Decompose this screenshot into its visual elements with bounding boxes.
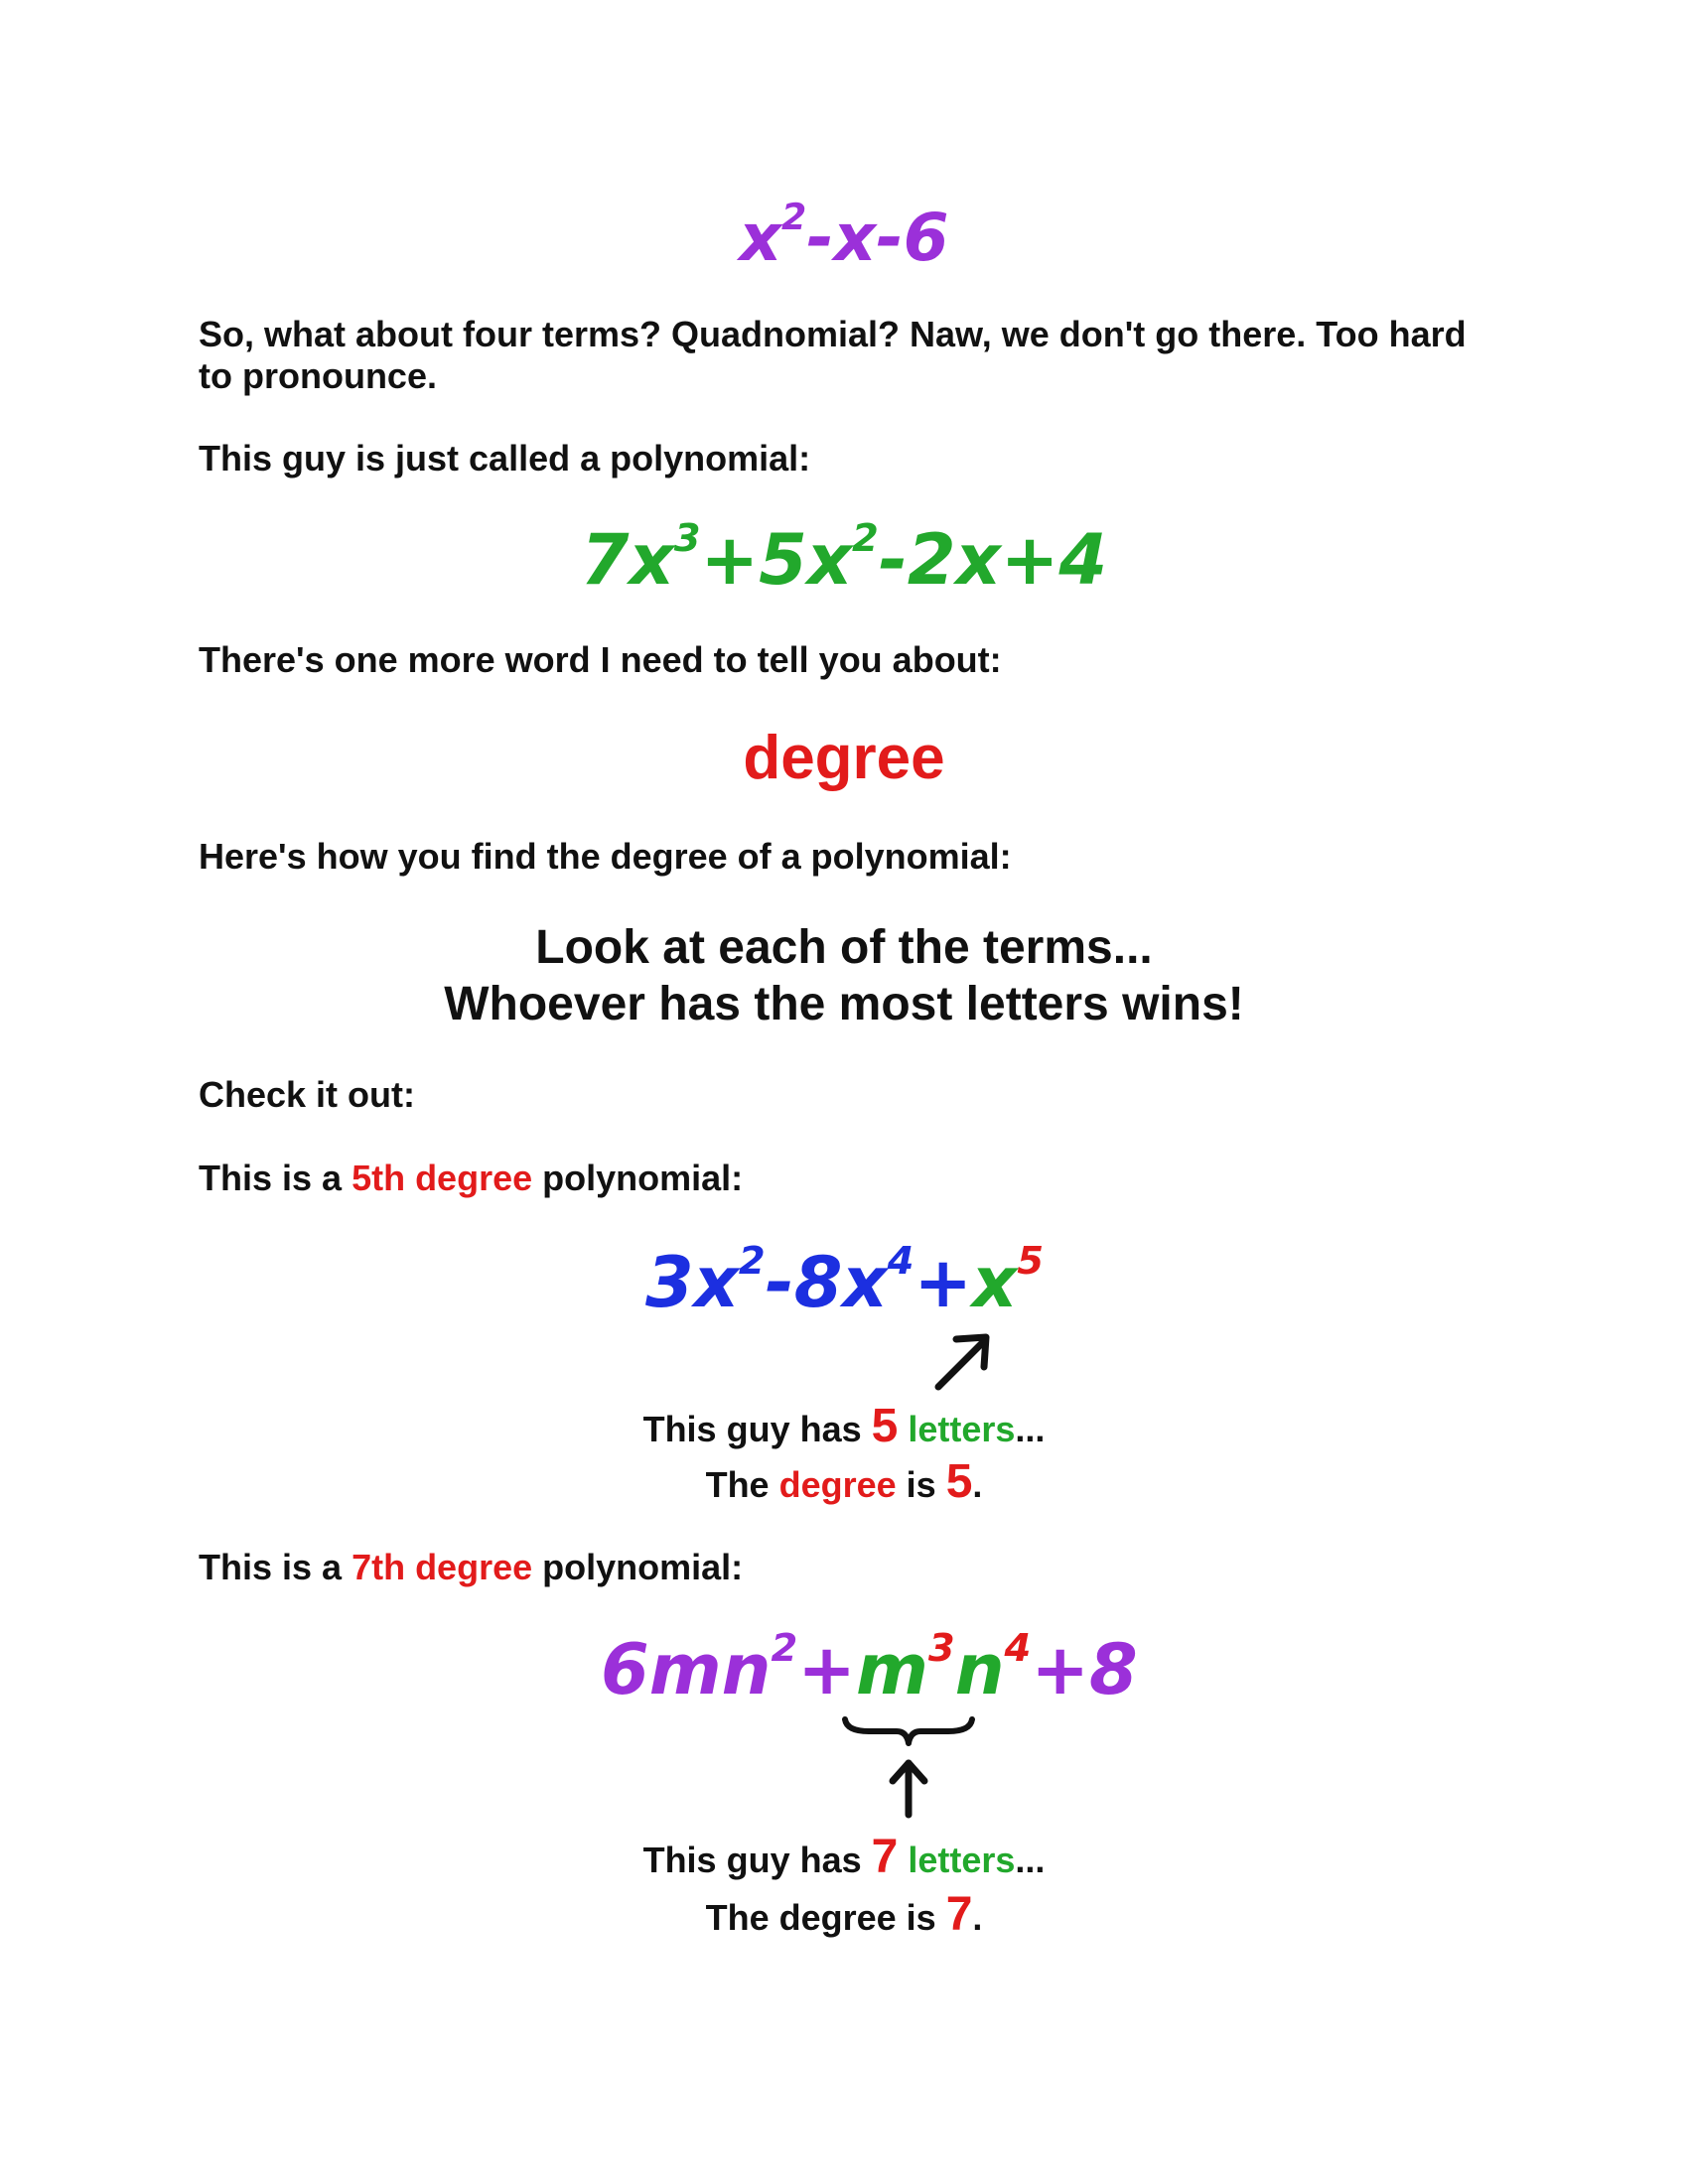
ex2-line1-pre: This guy has xyxy=(642,1840,872,1880)
example1-intro-post: polynomial: xyxy=(532,1158,744,1198)
arrow-up-icon xyxy=(887,1755,930,1821)
ex1-line2-degree: degree xyxy=(778,1464,897,1505)
ex2-line2-pre: The degree is xyxy=(705,1897,946,1938)
example1-intro-pre: This is a xyxy=(199,1158,352,1198)
ex1-exp2: 4 xyxy=(887,1239,914,1285)
example2-intro xyxy=(199,1547,1489,1588)
ex2-line1-number: 7 xyxy=(871,1831,899,1883)
ex1-line1-letters: letters xyxy=(908,1409,1016,1449)
ex1-plus: + xyxy=(914,1242,973,1323)
rule-line-2: Whoever has the most letters wins! xyxy=(444,978,1244,1030)
paragraph-one-more-word: There's one more word I need to tell you about: xyxy=(199,639,1002,680)
paragraph-polynomial: This guy is just called a polynomial: xyxy=(199,438,811,478)
paragraph-check-it-out: Check it out: xyxy=(199,1074,416,1115)
example1-letters-line xyxy=(0,1400,1688,1452)
example2-intro-pre: This is a xyxy=(199,1547,352,1587)
ex2-exp1: 2 xyxy=(771,1626,798,1672)
ex1-term-x: x xyxy=(972,1242,1018,1323)
example2-degree-line xyxy=(0,1888,1688,1941)
example1-intro xyxy=(199,1158,1489,1199)
ex1-line2-number: 5 xyxy=(945,1455,973,1508)
ex1-line2-mid: is xyxy=(896,1464,946,1505)
expr1-exponent: 2 xyxy=(781,196,807,239)
expr1-term-x: x xyxy=(739,200,782,276)
example2-intro-post: polynomial: xyxy=(532,1547,744,1587)
ex1-line1-pre: This guy has xyxy=(642,1409,872,1449)
example1-intro-degree: 5th degree xyxy=(352,1158,533,1198)
example1-degree-line xyxy=(0,1455,1688,1508)
example2-expression xyxy=(601,1626,1138,1723)
ex2-term-m: m xyxy=(855,1629,928,1710)
expression-trinomial xyxy=(0,196,1688,288)
expr2-term1: 7x xyxy=(580,519,674,601)
ex1-line1-number: 5 xyxy=(871,1400,899,1452)
paragraph-find-degree: Here's how you find the degree of a polynomial: xyxy=(199,836,1012,877)
ex2-exp-3: 3 xyxy=(927,1626,955,1672)
ex1-line1-post: ... xyxy=(1015,1409,1046,1449)
ex2-plus: + xyxy=(797,1629,856,1710)
expr2-term3: -2x+4 xyxy=(878,519,1108,601)
expr2-exp1: 3 xyxy=(673,516,701,562)
expr2-exp2: 2 xyxy=(852,516,879,562)
ex1-term1: 3x xyxy=(645,1242,739,1323)
ex1-term2: -8x xyxy=(765,1242,888,1323)
rule-line-1: Look at each of the terms... xyxy=(535,921,1153,974)
ex2-line1-letters: letters xyxy=(908,1840,1016,1880)
example2-intro-degree: 7th degree xyxy=(352,1547,533,1587)
ex1-exp-5: 5 xyxy=(1017,1239,1044,1285)
ex2-term-n: n xyxy=(954,1629,1005,1710)
ex2-term1: 6mn xyxy=(601,1629,772,1710)
ex2-line2-number: 7 xyxy=(945,1888,973,1941)
example2-letters-line xyxy=(0,1831,1688,1883)
expr2-term2: +5x xyxy=(700,519,853,601)
ex2-exp-4: 4 xyxy=(1004,1626,1032,1672)
ex1-line2-post: . xyxy=(972,1464,983,1505)
expression-polynomial xyxy=(0,518,1688,614)
arrow-up-right-icon xyxy=(928,1325,998,1395)
ex1-line2-pre: The xyxy=(705,1464,779,1505)
example1-expression xyxy=(645,1241,1102,1336)
ex1-exp1: 2 xyxy=(738,1239,766,1285)
ex2-line2-post: . xyxy=(972,1897,983,1938)
curly-brace-icon xyxy=(839,1713,978,1753)
ex2-line1-post: ... xyxy=(1015,1840,1046,1880)
paragraph-four-terms: So, what about four terms? Quadnomial? Naw, we don't go there. Too hard to pronounce. xyxy=(199,314,1467,396)
ex2-tail: +8 xyxy=(1031,1629,1138,1710)
expr1-rest: -x-6 xyxy=(806,200,949,276)
word-degree: degree xyxy=(743,724,945,792)
